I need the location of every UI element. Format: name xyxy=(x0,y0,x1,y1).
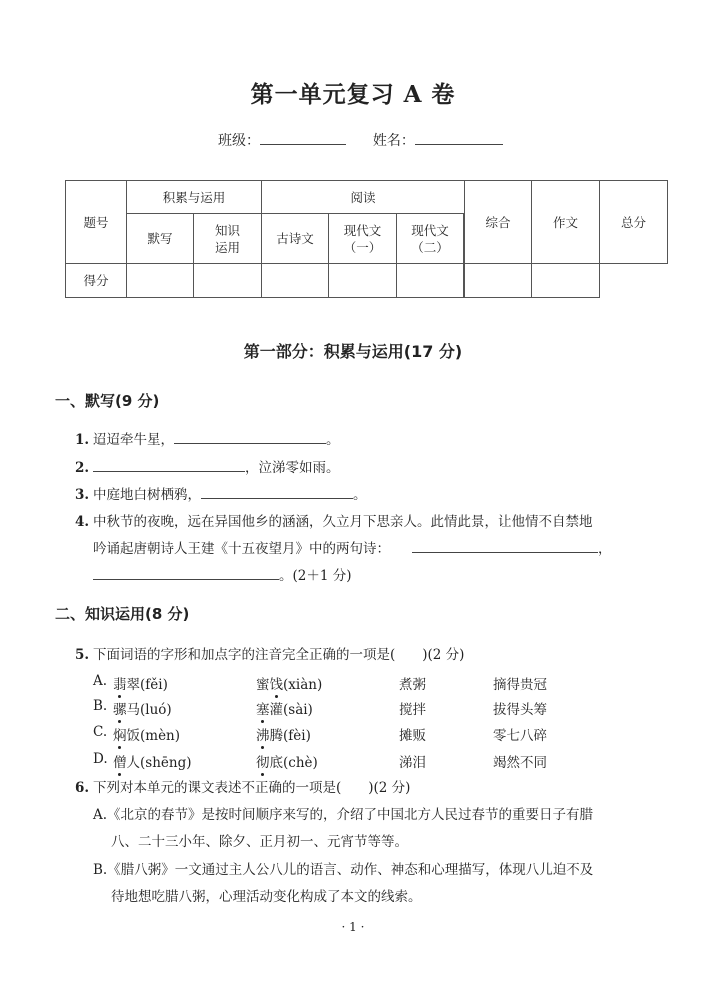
section-title: 二、知识运用(8 分) xyxy=(55,605,190,623)
score-table xyxy=(65,180,668,298)
answer-blank[interactable] xyxy=(93,567,279,580)
option-word xyxy=(256,751,318,771)
score-cell[interactable] xyxy=(397,264,464,298)
question-text: 下面词语的字形和加点字的注音完全正确的一项是( )(2 分) xyxy=(93,647,465,663)
option-word xyxy=(256,698,313,718)
question-number: 1. xyxy=(75,432,90,448)
option-label: D. xyxy=(93,751,108,767)
dotted-char: 翡 xyxy=(113,677,127,693)
header-cell xyxy=(397,214,464,264)
option-a-line2: 八、二十三小年、除夕、正月初一、元宵节等等。 xyxy=(111,834,408,850)
cell-line: 现代文 xyxy=(343,222,382,238)
score-cell[interactable] xyxy=(127,264,194,298)
option-word xyxy=(113,698,172,718)
option-a-line1: A.《北京的春节》是按时间顺序来写的，介绍了中国北方人民过春节的重要日子有腊 xyxy=(93,807,594,823)
header-cell xyxy=(194,214,262,264)
header-cell: 题号 xyxy=(66,181,127,264)
section-title: 一、默写(9 分) xyxy=(55,392,160,410)
part-title: 第一部分：积累与运用(17 分) xyxy=(243,342,463,361)
cell-line: 知识 xyxy=(214,222,240,238)
class-field[interactable] xyxy=(260,132,346,145)
dotted-char: 僧 xyxy=(113,755,127,771)
question-text: 中秋节的夜晚，远在异国他乡的涵涵，久立月下思亲人。此情此景，让他情不自禁地 xyxy=(93,514,593,530)
question-number: 5. xyxy=(75,647,90,663)
word-part: 饭(mèn) xyxy=(126,728,181,744)
score-cell[interactable] xyxy=(262,264,329,298)
group-header: 积累与运用 xyxy=(127,181,262,214)
header-cell: 总分 xyxy=(600,181,668,264)
word-part: 人(shēng) xyxy=(126,755,192,771)
header-cell: 作文 xyxy=(532,181,600,264)
option-word xyxy=(113,751,191,771)
option-row[interactable] xyxy=(93,673,653,693)
question-text: 迢迢牵牛星， xyxy=(93,432,174,448)
option-b-line2: 待地想吃腊八粥，心理活动变化构成了本文的线索。 xyxy=(111,889,422,905)
answer-blank[interactable] xyxy=(93,459,245,472)
name-label: 姓名： xyxy=(372,133,415,149)
option-b-line1: B.《腊八粥》一文通过主人公八儿的语言、动作、神态和心理描写，体现八儿迫不及 xyxy=(93,862,594,878)
option-word xyxy=(113,673,168,693)
header-cell xyxy=(329,214,397,264)
question-4-line3 xyxy=(93,564,352,584)
header-cell: 综合 xyxy=(465,181,532,264)
question-text: 。 xyxy=(353,487,367,503)
option-word: 搅拌 xyxy=(399,702,426,718)
option-word xyxy=(256,724,311,744)
option-row[interactable] xyxy=(93,751,653,771)
dotted-char: 彻 xyxy=(256,755,270,771)
question-text: ，泣涕零如雨。 xyxy=(245,460,340,476)
question-1 xyxy=(75,428,340,448)
word-part: 底(chè) xyxy=(269,755,318,771)
question-text: 吟诵起唐朝诗人王建《十五夜望月》中的两句诗： xyxy=(93,541,390,557)
dotted-char: 骡 xyxy=(113,702,127,718)
answer-blank[interactable] xyxy=(412,540,598,553)
word-part: 灌(sài) xyxy=(269,702,313,718)
dotted-char: 塞 xyxy=(256,702,270,718)
question-4 xyxy=(75,510,593,530)
name-field[interactable] xyxy=(415,132,503,145)
option-label: B. xyxy=(93,698,108,714)
question-text: 中庭地白树栖鸦， xyxy=(93,487,201,503)
question-number: 3. xyxy=(75,487,90,503)
cell-line: 运用 xyxy=(214,239,240,255)
cell-line: 现代文 xyxy=(411,222,449,238)
question-4-line2 xyxy=(93,537,612,557)
option-word: 煮粥 xyxy=(399,677,426,693)
option-word xyxy=(256,673,322,693)
word-part: (xiàn) xyxy=(283,677,323,693)
question-text: ， xyxy=(598,541,612,557)
cell-line: （二） xyxy=(411,239,449,255)
option-word: 拔得头筹 xyxy=(493,702,547,718)
question-text: 下列对本单元的课文表述不正确的一项是( )(2 分) xyxy=(93,780,411,796)
answer-blank[interactable] xyxy=(201,486,353,499)
student-info xyxy=(218,130,503,150)
word-part: 马(luó) xyxy=(126,702,172,718)
score-cell[interactable] xyxy=(465,264,532,298)
page-title: 第一单元复习 A 卷 xyxy=(250,81,456,108)
question-text: 。 xyxy=(326,432,340,448)
option-label: C. xyxy=(93,724,108,740)
dotted-char: 焖 xyxy=(113,728,127,744)
option-row[interactable] xyxy=(93,724,653,744)
question-2 xyxy=(75,456,340,476)
option-word: 摘得贵冠 xyxy=(493,677,547,693)
cell-line: （一） xyxy=(343,239,382,255)
answer-blank[interactable] xyxy=(174,431,326,444)
score-row-label: 得分 xyxy=(66,264,127,298)
score-cell[interactable] xyxy=(194,264,262,298)
dotted-char: 沸 xyxy=(256,728,270,744)
word-part: 蜜 xyxy=(256,677,270,693)
question-text: 。(2＋1 分) xyxy=(279,568,352,584)
question-number: 2. xyxy=(75,460,90,476)
option-word xyxy=(113,724,180,744)
header-cell: 古诗文 xyxy=(262,214,329,264)
question-number: 4. xyxy=(75,514,90,530)
option-word: 零七八碎 xyxy=(493,728,547,744)
question-5 xyxy=(75,643,464,663)
word-part: 翠(fěi) xyxy=(126,677,168,693)
score-cell[interactable] xyxy=(532,264,600,298)
option-row[interactable] xyxy=(93,698,653,718)
option-word: 涕泪 xyxy=(399,755,426,771)
class-label: 班级： xyxy=(218,133,260,149)
question-3 xyxy=(75,483,367,503)
option-label: A. xyxy=(93,673,108,689)
question-6 xyxy=(75,776,410,796)
page-number: · 1 · xyxy=(341,920,365,934)
word-part: 腾(fèi) xyxy=(269,728,311,744)
option-word: 摊贩 xyxy=(399,728,426,744)
question-number: 6. xyxy=(75,780,90,796)
dotted-char: 饯 xyxy=(269,677,283,693)
score-cell[interactable] xyxy=(329,264,397,298)
option-word: 竭然不同 xyxy=(493,755,547,771)
group-header: 阅读 xyxy=(262,181,465,214)
header-cell: 默写 xyxy=(127,214,194,264)
